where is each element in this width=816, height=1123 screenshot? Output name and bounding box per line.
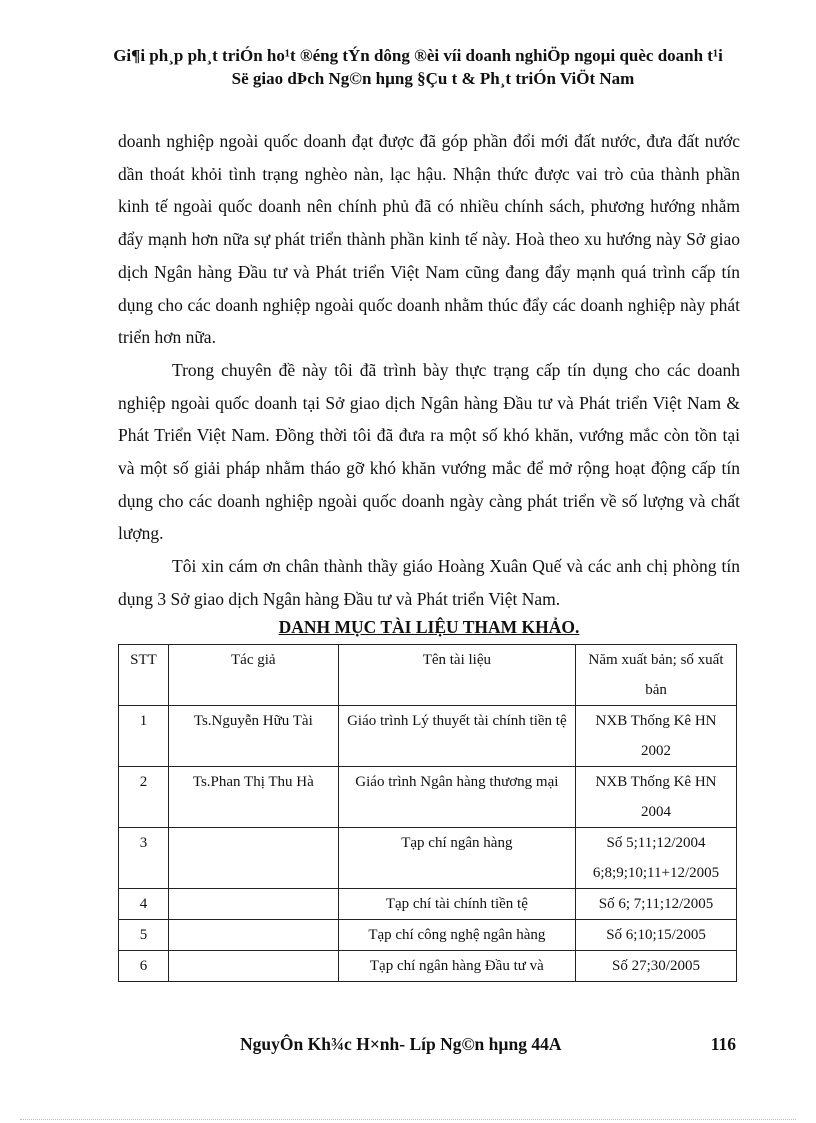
column-header-title: Tên tài liệu (338, 645, 575, 706)
cell-author (168, 920, 338, 951)
cell-author (168, 951, 338, 982)
column-header-publication: Năm xuất bản; số xuất bản (576, 645, 737, 706)
table-row (119, 767, 737, 828)
table-row (119, 920, 737, 951)
paragraph-1: doanh nghiệp ngoài quốc doanh đạt được đã góp phần đổi mới đất nước, đưa đất nước dần thoát khỏi tình trạng nghèo nàn, lạc hậu. Nhận thức được vai trò của thành phần kinh tế ngoài quốc doanh nên chính phủ đã có nhiều chính sách, phương hướng nhằm đẩy mạnh hơn nữa sự phát triển thành phần kinh tế này. Hoà theo xu hướng này Sở giao dịch Ngân hàng Đầu tư và Phát triển Việt Nam cũng đang đẩy mạnh quá trình cấp tín dụng cho các doanh nghiệp ngoài quốc doanh nhằm thúc đẩy các doanh nghiệp này phát triển hơn nữa. (118, 131, 740, 348)
references-table (118, 644, 737, 982)
paragraph-3: Tôi xin cám ơn chân thành thầy giáo Hoàng Xuân Quế và các anh chị phòng tín dụng 3 Sở giao dịch Ngân hàng Đầu tư và Phát triển Việt Nam. (118, 556, 740, 609)
cell-publication: Số 5;11;12/2004 6;8;9;10;11+12/2005 (576, 828, 737, 889)
cell-publication: Số 6;10;15/2005 (576, 920, 737, 951)
page-bottom-divider (20, 1119, 796, 1120)
cell-publication: Số 27;30/2005 (576, 951, 737, 982)
cell-author (168, 889, 338, 920)
table-row (119, 951, 737, 982)
cell-stt: 4 (119, 889, 169, 920)
cell-publication: NXB Thống Kê HN 2002 (576, 706, 737, 767)
cell-title: Giáo trình Lý thuyết tài chính tiền tệ (338, 706, 575, 767)
cell-stt: 2 (119, 767, 169, 828)
column-header-author: Tác giả (168, 645, 338, 706)
footer-author: NguyÔn Kh¾c H×nh- Líp Ng©n hµng 44A (240, 1034, 562, 1054)
cell-stt: 6 (119, 951, 169, 982)
cell-publication: NXB Thống Kê HN 2004 (576, 767, 737, 828)
cell-title: Tạp chí công nghệ ngân hàng (338, 920, 575, 951)
table-header-row (119, 645, 737, 706)
cell-publication: Số 6; 7;11;12/2005 (576, 889, 737, 920)
cell-title: Tạp chí tài chính tiền tệ (338, 889, 575, 920)
cell-stt: 3 (119, 828, 169, 889)
running-header (100, 44, 736, 90)
cell-author: Ts.Phan Thị Thu Hà (168, 767, 338, 828)
table-row (119, 706, 737, 767)
cell-title: Giáo trình Ngân hàng thương mại (338, 767, 575, 828)
cell-stt: 5 (119, 920, 169, 951)
page-number: 116 (710, 1034, 736, 1054)
header-line-2: Së giao dÞch Ng©n hµng §Çu t & Ph¸t triÓn ViÖt Nam (231, 69, 635, 88)
header-line-1: Gi¶i ph¸p ph¸t triÓn ho¹t ®éng tÝn dông ®èi víi doanh nghiÖp ngoµi quèc doanh t¹i (113, 46, 723, 65)
table-row (119, 889, 737, 920)
cell-title: Tạp chí ngân hàng (338, 828, 575, 889)
cell-author: Ts.Nguyễn Hữu Tài (168, 706, 338, 767)
paragraph-2: Trong chuyên đề này tôi đã trình bày thực trạng cấp tín dụng cho các doanh nghiệp ngoài quốc doanh tại Sở giao dịch Ngân hàng Đầu tư và Phát triển Việt Nam & Phát Triển Việt Nam. Đồng thời tôi đã đưa ra một số khó khăn, vướng mắc còn tồn tại và một số giải pháp nhằm tháo gỡ khó khăn vướng mắc để mở rộng hoạt động cấp tín dụng cho các doanh nghiệp ngoài quốc doanh ngày càng phát triển về số lượng và chất lượng. (118, 359, 740, 544)
cell-author (168, 828, 338, 889)
references-title: DANH MỤC TÀI LIỆU THAM KHẢO. (278, 617, 580, 637)
cell-title: Tạp chí ngân hàng Đầu tư và (338, 951, 575, 982)
cell-stt: 1 (119, 706, 169, 767)
table-row (119, 828, 737, 889)
body-text (118, 125, 740, 616)
column-header-stt: STT (119, 645, 169, 706)
